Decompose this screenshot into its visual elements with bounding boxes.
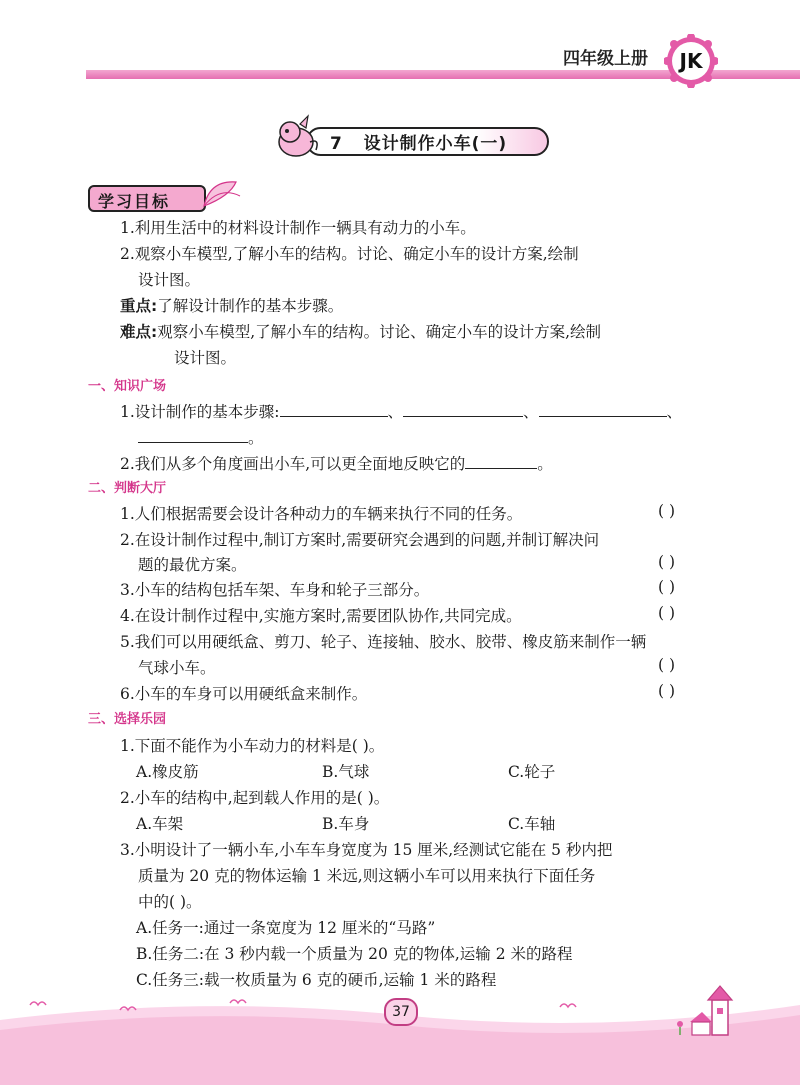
answer-paren[interactable]: ( ) xyxy=(658,604,676,622)
difficult-point-cont: 设计图。 xyxy=(174,349,237,367)
edition-badge: JK xyxy=(664,34,718,88)
key-point: 重点:了解设计制作的基本步骤。 xyxy=(120,297,344,315)
judge-item-2: 2.在设计制作过程中,制订方案时,需要研究会遇到的问题,并制订解决问 xyxy=(120,531,600,549)
choice-q1: 1.下面不能作为小车动力的材料是( )。 xyxy=(120,737,385,755)
judge-item-1: 1.人们根据需要会设计各种动力的车辆来执行不同的任务。 xyxy=(120,505,523,523)
answer-paren[interactable]: ( ) xyxy=(658,553,676,571)
answer-blank[interactable] xyxy=(465,453,537,469)
choice-q3: 3.小明设计了一辆小车,小车车身宽度为 15 厘米,经测试它能在 5 秒内把 xyxy=(120,841,613,859)
answer-blank[interactable] xyxy=(539,401,667,417)
goal-item-2: 2.观察小车模型,了解小车的结构。讨论、确定小车的设计方案,绘制 xyxy=(120,245,579,263)
knowledge-q2: 2.我们从多个角度画出小车,可以更全面地反映它的 。 xyxy=(120,455,553,473)
fan-decoration-icon xyxy=(200,176,242,210)
choice-option[interactable]: B.车身 xyxy=(322,815,370,833)
dragon-mascot-icon xyxy=(270,112,322,162)
judge-item-4: 4.在设计制作过程中,实施方案时,需要团队协作,共同完成。 xyxy=(120,607,522,625)
grade-label: 四年级上册 xyxy=(563,49,648,69)
choice-option[interactable]: B.气球 xyxy=(322,763,370,781)
choice-option[interactable]: A.任务一:通过一条宽度为 12 厘米的“马路” xyxy=(136,919,436,937)
section-knowledge-heading: 一、知识广场 xyxy=(88,379,167,394)
section-choice-heading: 三、选择乐园 xyxy=(88,712,167,727)
choice-option[interactable]: A.橡皮筋 xyxy=(136,763,199,781)
judge-item-2-cont: 题的最优方案。 xyxy=(138,556,247,574)
choice-option[interactable]: C.轮子 xyxy=(508,763,556,781)
judge-item-6: 6.小车的车身可以用硬纸盒来制作。 xyxy=(120,685,368,703)
knowledge-q1: 1.设计制作的基本步骤: 、 、 、 xyxy=(120,403,683,421)
choice-q3-cont: 质量为 20 克的物体运输 1 米远,则这辆小车可以用来执行下面任务 xyxy=(138,867,596,885)
section-judgement-heading: 二、判断大厅 xyxy=(88,481,167,496)
knowledge-q1-cont: 。 xyxy=(138,426,264,448)
answer-blank[interactable] xyxy=(280,401,388,417)
choice-option[interactable]: A.车架 xyxy=(136,815,184,833)
choice-option[interactable]: C.车轴 xyxy=(508,815,556,833)
answer-blank[interactable] xyxy=(403,401,523,417)
choice-option[interactable]: B.任务二:在 3 秒内载一个质量为 20 克的物体,运输 2 米的路程 xyxy=(136,945,573,963)
judge-item-5-cont: 气球小车。 xyxy=(138,659,216,677)
goal-item-1: 1.利用生活中的材料设计制作一辆具有动力的小车。 xyxy=(120,219,476,237)
choice-q3-cont: 中的( )。 xyxy=(138,893,202,911)
choice-option[interactable]: C.任务三:载一枚质量为 6 克的硬币,运输 1 米的路程 xyxy=(136,971,497,989)
lighthouse-decoration-icon xyxy=(672,982,742,1037)
answer-blank[interactable] xyxy=(138,427,248,443)
answer-paren[interactable]: ( ) xyxy=(658,578,676,596)
goal-item-2-cont: 设计图。 xyxy=(138,271,201,289)
answer-paren[interactable]: ( ) xyxy=(658,502,676,520)
learning-goals-label: 学习目标 xyxy=(88,185,206,212)
lesson-title: 7 设计制作小车(一) xyxy=(330,134,508,154)
answer-paren[interactable]: ( ) xyxy=(658,682,676,700)
judge-item-5: 5.我们可以用硬纸盒、剪刀、轮子、连接轴、胶水、胶带、橡皮筋来制作一辆 xyxy=(120,633,647,651)
page-number: 37 xyxy=(384,998,418,1026)
difficult-point: 难点:观察小车模型,了解小车的结构。讨论、确定小车的设计方案,绘制 xyxy=(120,323,602,341)
choice-q2: 2.小车的结构中,起到载人作用的是( )。 xyxy=(120,789,390,807)
answer-paren[interactable]: ( ) xyxy=(658,656,676,674)
judge-item-3: 3.小车的结构包括车架、车身和轮子三部分。 xyxy=(120,581,430,599)
